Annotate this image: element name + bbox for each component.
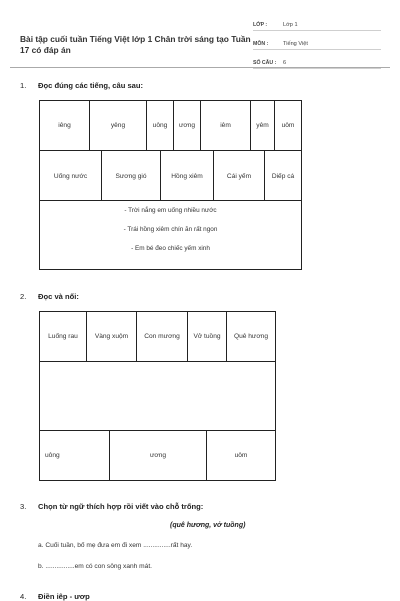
- q1-table: [39, 100, 302, 270]
- question-number: 1.: [20, 81, 27, 90]
- sentence: - Trái hồng xiêm chín ăn rất ngon: [123, 226, 218, 233]
- question-1-heading: [20, 81, 143, 90]
- table-cell: uôm: [274, 101, 301, 150]
- table-cell: uôm: [206, 431, 275, 480]
- q2-table: [39, 311, 276, 481]
- table-cell: Vàng xuộm: [86, 312, 136, 361]
- q1-row-sentences: [40, 200, 301, 269]
- table-cell: Hồng xiêm: [160, 151, 213, 201]
- question-title: Điền iêp - ươp: [38, 592, 90, 601]
- q2-row-rhymes: [40, 430, 275, 480]
- table-cell: Quê hương: [226, 312, 275, 361]
- meta-label: SỐ CÂU :: [253, 60, 277, 66]
- table-cell: iêng: [58, 122, 71, 129]
- table-cell: Sương gió: [101, 151, 160, 201]
- meta-row-class: [253, 14, 381, 31]
- meta-value: Lớp 1: [283, 22, 298, 28]
- table-cell: Uống nước: [53, 172, 88, 180]
- worksheet-title: Bài tập cuối tuần Tiếng Việt lớp 1 Chân trời sáng tạo Tuần 17 có đáp án: [20, 34, 251, 55]
- table-cell: Diếp cá: [264, 151, 301, 201]
- table-cell: Luống rau: [48, 333, 78, 340]
- table-cell: Cái yếm: [213, 151, 264, 201]
- fill-line-b: b. ................em có con sông xanh mát.: [38, 563, 152, 570]
- meta-value: 6: [283, 60, 287, 66]
- table-cell: iêm: [200, 101, 250, 150]
- table-cell: uông: [45, 452, 60, 459]
- meta-row-subject: [253, 33, 381, 50]
- table-cell: ương: [109, 431, 206, 480]
- meta-panel: [253, 14, 381, 71]
- table-cell: yêm: [250, 101, 274, 150]
- question-2-heading: [20, 292, 79, 301]
- table-cell: Con mương: [136, 312, 187, 361]
- q1-row-rhymes: [40, 101, 301, 150]
- table-cell: Vở tuồng: [187, 312, 226, 361]
- question-number: 3.: [20, 502, 27, 511]
- question-title: Đọc đúng các tiếng, câu sau:: [38, 81, 144, 90]
- question-3-heading: [20, 502, 203, 511]
- table-cell: ương: [173, 101, 200, 150]
- question-number: 2.: [20, 292, 27, 301]
- question-title: Chọn từ ngữ thích hợp rồi viết vào chỗ trống:: [38, 502, 204, 511]
- meta-label: LỚP :: [253, 22, 268, 28]
- sentence: - Trời nắng em uống nhiều nước: [124, 207, 217, 214]
- q2-row-words: [40, 312, 275, 361]
- meta-label: MÔN :: [253, 41, 269, 47]
- fill-line-a: a. Cuối tuần, bố mẹ đưa em đi xem ...............rất hay.: [38, 542, 193, 549]
- table-cell: uông: [146, 101, 173, 150]
- q2-connect-area: [40, 361, 275, 431]
- sentence: - Em bé đeo chiếc yếm xinh: [131, 245, 210, 252]
- word-hint: (quê hương, vở tuồng): [170, 522, 246, 529]
- header-divider: [10, 67, 390, 68]
- q1-row-words: [40, 150, 301, 201]
- meta-value: Tiếng Việt: [283, 41, 308, 47]
- table-cell: yêng: [89, 101, 146, 150]
- question-title: Đọc và nối:: [38, 292, 79, 301]
- question-number: 4.: [20, 592, 27, 601]
